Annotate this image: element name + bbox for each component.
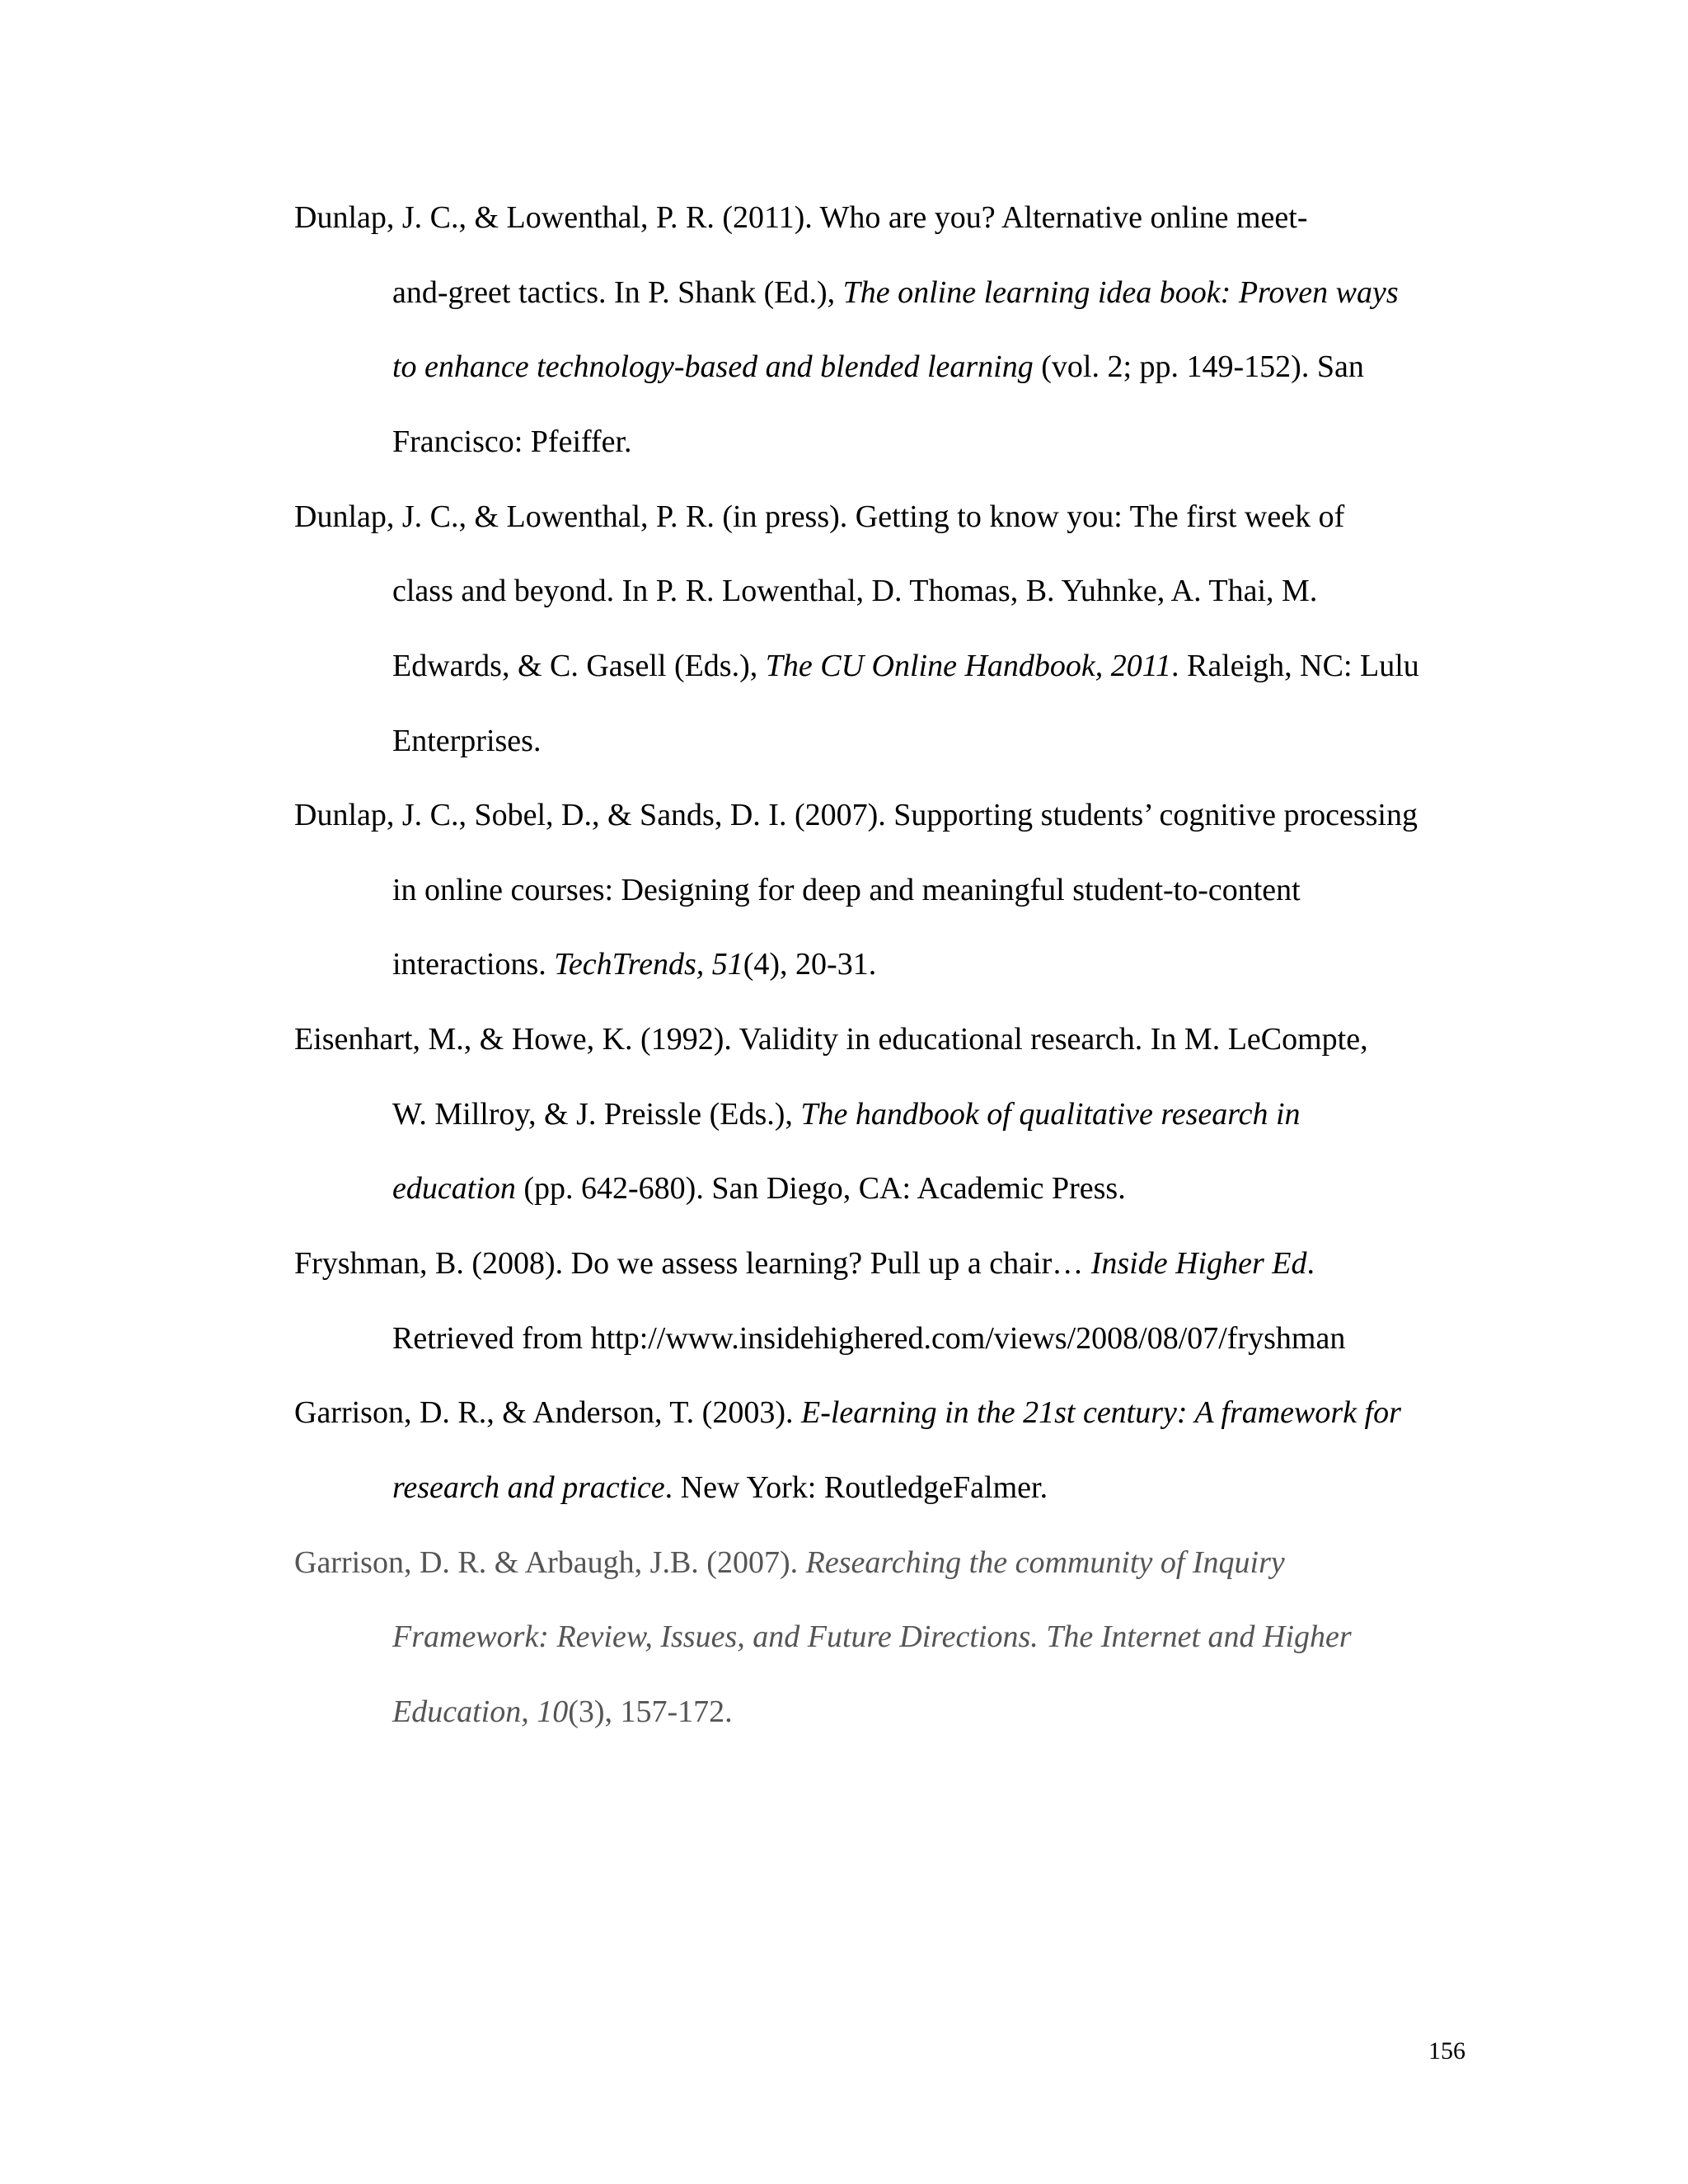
reference-italic-text: Education, 10 bbox=[392, 1694, 569, 1729]
reference-text: . bbox=[1306, 1246, 1315, 1281]
reference-continuation-line bbox=[392, 1693, 733, 1731]
reference-italic-text: The CU Online Handbook, 2011 bbox=[765, 649, 1171, 683]
reference-continuation-line bbox=[392, 871, 1301, 909]
reference-first-line bbox=[294, 1020, 1368, 1058]
reference-italic-text: TechTrends, 51 bbox=[554, 947, 743, 982]
reference-continuation-line bbox=[392, 647, 1419, 685]
reference-text: Garrison, D. R., & Anderson, T. (2003). bbox=[294, 1395, 801, 1430]
reference-first-line bbox=[294, 199, 1307, 237]
reference-continuation-line bbox=[392, 945, 876, 983]
reference-text: and-greet tactics. In P. Shank (Ed.), bbox=[392, 275, 843, 310]
reference-text: . New York: RoutledgeFalmer. bbox=[664, 1470, 1048, 1505]
reference-italic-text: The handbook of qualitative research in bbox=[800, 1097, 1301, 1132]
reference-text: Garrison, D. R. & Arbaugh, J.B. (2007). bbox=[294, 1545, 806, 1580]
reference-continuation-line bbox=[392, 722, 541, 760]
reference-text: Dunlap, J. C., & Lowenthal, P. R. (in press). Getting to know you: The first week of bbox=[294, 499, 1345, 534]
reference-continuation-line bbox=[392, 572, 1317, 610]
reference-italic-text: The online learning idea book: Proven ways bbox=[842, 275, 1399, 310]
page-number: 156 bbox=[1428, 2037, 1465, 2064]
reference-italic-text: Researching the community of Inquiry bbox=[805, 1545, 1285, 1580]
reference-text: interactions. bbox=[392, 947, 555, 982]
reference-text: (vol. 2; pp. 149-152). San bbox=[1033, 349, 1364, 384]
reference-text: in online courses: Designing for deep and meaningful student-to-content bbox=[392, 873, 1301, 907]
reference-continuation-line bbox=[392, 423, 632, 461]
reference-first-line bbox=[294, 1244, 1315, 1282]
reference-text: Dunlap, J. C., Sobel, D., & Sands, D. I. (2007). Supporting students’ cognitive processing bbox=[294, 798, 1418, 832]
reference-continuation-line bbox=[392, 348, 1364, 386]
reference-text: class and beyond. In P. R. Lowenthal, D. Thomas, B. Yuhnke, A. Thai, M. bbox=[392, 574, 1318, 608]
reference-text: W. Millroy, & J. Preissle (Eds.), bbox=[392, 1097, 801, 1132]
reference-first-line bbox=[294, 1544, 1285, 1582]
reference-text: Eisenhart, M., & Howe, K. (1992). Validity in educational research. In M. LeCompte, bbox=[294, 1022, 1368, 1057]
reference-italic-text: Framework: Review, Issues, and Future Directions. The Internet and Higher bbox=[392, 1619, 1352, 1654]
reference-first-line bbox=[294, 1394, 1401, 1432]
reference-continuation-line bbox=[392, 1319, 1345, 1357]
reference-first-line bbox=[294, 796, 1418, 834]
reference-text: Retrieved from http://www.insidehighered.com/views/2008/08/07/fryshman bbox=[392, 1321, 1346, 1356]
reference-italic-text: education bbox=[392, 1171, 516, 1206]
reference-text: Francisco: Pfeiffer. bbox=[392, 424, 632, 459]
reference-text: (3), 157-172. bbox=[568, 1694, 733, 1729]
reference-italic-text: E-learning in the 21st century: A framework for bbox=[800, 1395, 1401, 1430]
reference-text: Fryshman, B. (2008). Do we assess learning? Pull up a chair… bbox=[294, 1246, 1091, 1281]
reference-continuation-line bbox=[392, 1469, 1048, 1507]
reference-text: . Raleigh, NC: Lulu bbox=[1170, 649, 1419, 683]
reference-italic-text: Inside Higher Ed bbox=[1090, 1246, 1307, 1281]
reference-italic-text: research and practice bbox=[392, 1470, 665, 1505]
reference-italic-text: to enhance technology-based and blended learning bbox=[392, 349, 1034, 384]
reference-text: Enterprises. bbox=[392, 724, 542, 758]
reference-continuation-line bbox=[392, 1618, 1352, 1656]
reference-text: (pp. 642-680). San Diego, CA: Academic Press. bbox=[515, 1171, 1126, 1206]
reference-text: Edwards, & C. Gasell (Eds.), bbox=[392, 649, 766, 683]
reference-continuation-line bbox=[392, 274, 1399, 312]
reference-continuation-line bbox=[392, 1095, 1301, 1133]
reference-text: (4), 20-31. bbox=[743, 947, 877, 982]
reference-text: Dunlap, J. C., & Lowenthal, P. R. (2011). Who are you? Alternative online meet- bbox=[294, 200, 1308, 235]
reference-first-line bbox=[294, 498, 1344, 536]
reference-continuation-line bbox=[392, 1169, 1126, 1207]
